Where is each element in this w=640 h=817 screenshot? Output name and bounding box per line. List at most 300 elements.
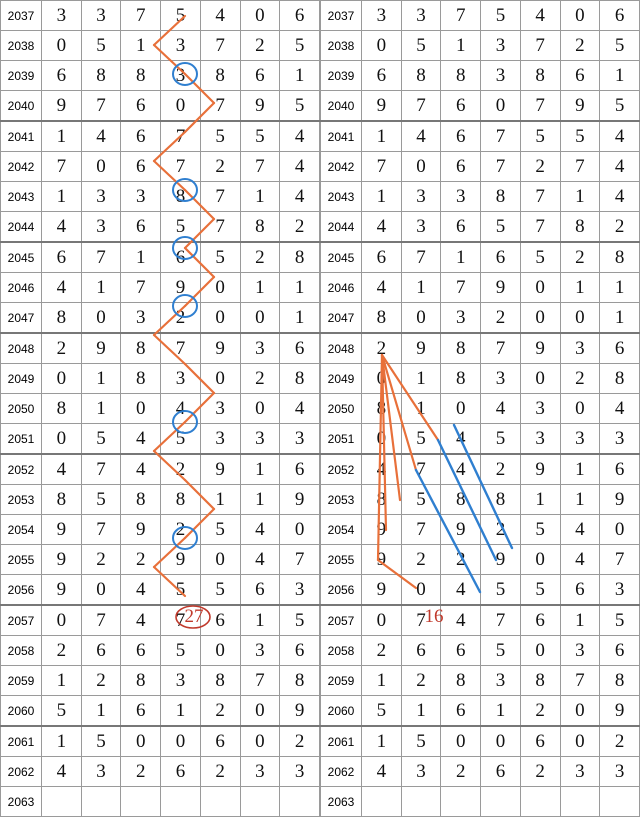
table-cell: 9 — [121, 515, 161, 545]
table-cell: 3 — [481, 666, 521, 696]
row-index: 2054 — [1, 515, 42, 545]
table-cell: 4 — [520, 1, 560, 31]
table-cell: 8 — [600, 364, 640, 394]
table-cell: 9 — [81, 333, 121, 364]
row-index: 2055 — [321, 545, 362, 575]
table-cell: 7 — [81, 605, 121, 636]
table-cell: 3 — [401, 757, 441, 787]
table-cell: 1 — [240, 605, 280, 636]
table-cell — [401, 787, 441, 817]
row-index: 2050 — [321, 394, 362, 424]
table-cell: 7 — [200, 91, 240, 122]
table-cell: 8 — [441, 333, 481, 364]
table-row — [1, 31, 320, 61]
table-cell: 6 — [42, 242, 82, 273]
table-cell: 5 — [481, 1, 521, 31]
table-cell: 1 — [121, 242, 161, 273]
table-cell: 6 — [121, 121, 161, 152]
table-cell: 4 — [441, 424, 481, 455]
table-cell: 9 — [161, 545, 201, 575]
table-row — [321, 91, 640, 122]
table-cell: 5 — [481, 212, 521, 243]
table-cell: 7 — [481, 121, 521, 152]
table-cell: 7 — [401, 454, 441, 485]
table-cell: 0 — [161, 91, 201, 122]
table-cell: 0 — [81, 152, 121, 182]
table-cell: 1 — [401, 364, 441, 394]
table-cell: 3 — [161, 31, 201, 61]
row-index: 2040 — [1, 91, 42, 122]
table-cell — [200, 787, 240, 817]
table-cell: 3 — [161, 666, 201, 696]
table-row — [1, 485, 320, 515]
table-cell: 9 — [600, 485, 640, 515]
table-cell: 1 — [600, 61, 640, 91]
table-cell: 5 — [481, 424, 521, 455]
table-cell: 3 — [560, 636, 600, 666]
row-index: 2043 — [1, 182, 42, 212]
table-cell: 0 — [240, 696, 280, 727]
table-row — [321, 485, 640, 515]
table-cell: 1 — [81, 696, 121, 727]
table-cell: 2 — [560, 242, 600, 273]
table-cell: 5 — [161, 575, 201, 606]
row-index: 2056 — [321, 575, 362, 606]
table-cell: 9 — [362, 575, 402, 606]
table-cell: 7 — [401, 242, 441, 273]
table-cell: 7 — [161, 121, 201, 152]
table-cell: 6 — [401, 636, 441, 666]
row-index: 2061 — [1, 726, 42, 757]
table-cell: 2 — [441, 757, 481, 787]
table-row — [321, 1, 640, 31]
table-row — [1, 242, 320, 273]
table-cell: 5 — [161, 212, 201, 243]
table-cell — [481, 787, 521, 817]
table-cell: 1 — [121, 31, 161, 61]
table-cell: 3 — [280, 575, 320, 606]
table-cell: 4 — [240, 515, 280, 545]
row-index: 2056 — [1, 575, 42, 606]
table-cell: 3 — [240, 757, 280, 787]
table-cell: 6 — [280, 636, 320, 666]
table-cell: 6 — [600, 454, 640, 485]
row-index: 2039 — [321, 61, 362, 91]
table-cell: 7 — [481, 333, 521, 364]
table-cell: 2 — [200, 696, 240, 727]
row-index: 2062 — [1, 757, 42, 787]
table-cell: 8 — [42, 485, 82, 515]
table-cell: 8 — [161, 182, 201, 212]
table-cell: 8 — [161, 485, 201, 515]
table-row — [1, 424, 320, 455]
table-cell: 0 — [560, 394, 600, 424]
row-index: 2062 — [321, 757, 362, 787]
table-cell: 3 — [401, 1, 441, 31]
table-cell: 6 — [481, 757, 521, 787]
table-cell: 7 — [520, 91, 560, 122]
table-row — [1, 182, 320, 212]
table-cell: 2 — [401, 666, 441, 696]
table-cell: 0 — [520, 545, 560, 575]
table-cell: 1 — [441, 242, 481, 273]
table-row — [321, 636, 640, 666]
table-cell: 5 — [520, 121, 560, 152]
table-cell: 4 — [121, 424, 161, 455]
table-row — [321, 575, 640, 606]
right-footer-sum: 16 — [424, 606, 444, 627]
table-cell: 0 — [362, 424, 402, 455]
table-cell: 0 — [42, 424, 82, 455]
table-cell — [280, 787, 320, 817]
row-index: 2058 — [1, 636, 42, 666]
table-cell: 6 — [121, 152, 161, 182]
table-cell: 0 — [200, 364, 240, 394]
table-cell: 1 — [42, 726, 82, 757]
row-index: 2045 — [1, 242, 42, 273]
table-cell: 0 — [560, 303, 600, 334]
table-cell: 6 — [161, 242, 201, 273]
table-cell: 2 — [240, 31, 280, 61]
table-row — [321, 333, 640, 364]
table-cell: 5 — [200, 242, 240, 273]
table-cell: 5 — [481, 575, 521, 606]
table-cell: 2 — [481, 454, 521, 485]
table-cell — [42, 787, 82, 817]
table-cell: 1 — [560, 485, 600, 515]
table-cell: 0 — [520, 636, 560, 666]
table-cell: 4 — [362, 273, 402, 303]
table-cell: 7 — [441, 1, 481, 31]
table-cell: 1 — [42, 182, 82, 212]
table-cell: 2 — [441, 545, 481, 575]
table-cell: 7 — [161, 152, 201, 182]
table-cell: 7 — [481, 152, 521, 182]
table-cell: 1 — [81, 273, 121, 303]
table-row — [321, 515, 640, 545]
table-cell: 4 — [81, 121, 121, 152]
table-cell: 3 — [121, 182, 161, 212]
table-cell: 4 — [441, 575, 481, 606]
table-cell: 9 — [362, 91, 402, 122]
table-cell: 0 — [121, 394, 161, 424]
table-cell: 7 — [481, 605, 521, 636]
table-cell: 6 — [441, 636, 481, 666]
table-cell: 6 — [121, 91, 161, 122]
table-cell: 3 — [481, 31, 521, 61]
table-cell: 3 — [560, 333, 600, 364]
table-cell: 7 — [560, 152, 600, 182]
table-cell — [520, 787, 560, 817]
table-cell: 6 — [362, 242, 402, 273]
table-cell: 5 — [520, 575, 560, 606]
table-row — [1, 757, 320, 787]
table-cell: 3 — [560, 757, 600, 787]
table-cell: 4 — [121, 454, 161, 485]
table-cell: 1 — [401, 394, 441, 424]
table-cell: 9 — [600, 696, 640, 727]
table-row — [321, 31, 640, 61]
table-cell: 5 — [520, 242, 560, 273]
table-cell: 6 — [441, 121, 481, 152]
table-cell: 1 — [42, 666, 82, 696]
table-row — [321, 757, 640, 787]
table-cell: 4 — [600, 152, 640, 182]
table-cell: 4 — [240, 545, 280, 575]
table-cell — [600, 787, 640, 817]
row-index: 2041 — [1, 121, 42, 152]
table-cell: 2 — [280, 212, 320, 243]
table-cell: 0 — [42, 605, 82, 636]
table-cell: 2 — [362, 333, 402, 364]
row-index: 2053 — [1, 485, 42, 515]
table-cell: 3 — [200, 394, 240, 424]
table-cell: 5 — [481, 636, 521, 666]
table-cell: 4 — [280, 121, 320, 152]
table-cell: 3 — [441, 303, 481, 334]
table-row — [1, 152, 320, 182]
table-row — [321, 424, 640, 455]
table-cell: 0 — [200, 303, 240, 334]
table-cell: 0 — [42, 31, 82, 61]
table-cell: 0 — [240, 726, 280, 757]
table-cell: 0 — [441, 394, 481, 424]
table-cell: 1 — [240, 485, 280, 515]
table-cell: 4 — [362, 757, 402, 787]
row-index: 2052 — [1, 454, 42, 485]
right-panel — [320, 0, 640, 809]
table-cell: 5 — [240, 121, 280, 152]
table-cell: 4 — [441, 605, 481, 636]
table-cell: 6 — [240, 61, 280, 91]
table-cell: 3 — [240, 424, 280, 455]
table-row — [321, 394, 640, 424]
table-cell: 3 — [600, 424, 640, 455]
table-cell: 0 — [520, 364, 560, 394]
table-cell: 8 — [42, 394, 82, 424]
table-cell: 2 — [520, 757, 560, 787]
row-index: 2060 — [1, 696, 42, 727]
table-cell: 7 — [280, 545, 320, 575]
table-cell: 3 — [362, 1, 402, 31]
table-cell: 1 — [42, 121, 82, 152]
table-cell: 8 — [362, 485, 402, 515]
table-cell: 3 — [240, 333, 280, 364]
table-row — [1, 787, 320, 817]
table-cell: 9 — [401, 333, 441, 364]
table-cell: 5 — [280, 91, 320, 122]
table-cell: 5 — [81, 31, 121, 61]
table-cell: 8 — [280, 666, 320, 696]
table-cell: 5 — [280, 605, 320, 636]
table-cell: 7 — [81, 515, 121, 545]
table-cell: 9 — [520, 454, 560, 485]
table-cell: 1 — [560, 605, 600, 636]
table-cell: 6 — [280, 454, 320, 485]
table-row — [1, 636, 320, 666]
table-cell: 8 — [280, 364, 320, 394]
table-cell: 0 — [600, 515, 640, 545]
table-cell: 3 — [280, 757, 320, 787]
table-cell: 4 — [42, 454, 82, 485]
table-cell: 0 — [81, 303, 121, 334]
table-cell: 1 — [481, 696, 521, 727]
table-cell — [121, 787, 161, 817]
table-cell: 3 — [481, 364, 521, 394]
row-index: 2038 — [1, 31, 42, 61]
table-cell: 4 — [441, 454, 481, 485]
row-index: 2037 — [1, 1, 42, 31]
table-cell: 3 — [520, 394, 560, 424]
row-index: 2050 — [1, 394, 42, 424]
table-cell: 6 — [161, 757, 201, 787]
table-cell: 0 — [362, 605, 402, 636]
table-cell: 4 — [200, 1, 240, 31]
table-cell: 5 — [362, 696, 402, 727]
row-index: 2048 — [321, 333, 362, 364]
table-cell: 1 — [560, 182, 600, 212]
table-cell: 0 — [481, 91, 521, 122]
table-cell: 6 — [441, 152, 481, 182]
table-cell: 5 — [200, 515, 240, 545]
table-cell: 1 — [401, 696, 441, 727]
table-row — [1, 454, 320, 485]
table-cell: 7 — [240, 666, 280, 696]
table-row — [1, 212, 320, 243]
row-index: 2063 — [1, 787, 42, 817]
table-cell: 9 — [362, 545, 402, 575]
table-cell: 7 — [520, 212, 560, 243]
table-cell: 2 — [520, 152, 560, 182]
table-row — [321, 364, 640, 394]
table-row — [321, 212, 640, 243]
table-cell — [560, 787, 600, 817]
table-cell: 9 — [161, 273, 201, 303]
table-cell: 7 — [401, 91, 441, 122]
table-cell: 4 — [600, 394, 640, 424]
table-cell: 0 — [280, 515, 320, 545]
table-cell: 7 — [81, 91, 121, 122]
table-row — [1, 605, 320, 636]
table-cell: 9 — [280, 696, 320, 727]
table-row — [321, 726, 640, 757]
table-cell: 8 — [200, 666, 240, 696]
table-cell: 1 — [600, 273, 640, 303]
table-cell: 2 — [240, 242, 280, 273]
table-cell: 3 — [121, 303, 161, 334]
row-index: 2057 — [321, 605, 362, 636]
table-cell: 0 — [560, 696, 600, 727]
table-cell: 8 — [441, 666, 481, 696]
table-cell: 7 — [600, 545, 640, 575]
table-cell: 7 — [362, 152, 402, 182]
table-cell: 2 — [42, 333, 82, 364]
row-index: 2045 — [321, 242, 362, 273]
table-cell: 4 — [42, 757, 82, 787]
table-cell: 3 — [42, 1, 82, 31]
table-row — [321, 545, 640, 575]
table-cell: 6 — [600, 1, 640, 31]
table-cell: 8 — [240, 212, 280, 243]
table-cell: 5 — [42, 696, 82, 727]
table-cell: 8 — [441, 364, 481, 394]
table-cell: 5 — [600, 91, 640, 122]
table-cell: 8 — [81, 61, 121, 91]
table-cell: 4 — [401, 121, 441, 152]
table-cell: 9 — [280, 485, 320, 515]
table-cell: 6 — [121, 212, 161, 243]
table-cell: 1 — [401, 273, 441, 303]
table-cell: 8 — [42, 303, 82, 334]
table-cell: 2 — [600, 726, 640, 757]
table-cell: 1 — [280, 303, 320, 334]
table-cell: 3 — [240, 636, 280, 666]
table-cell: 6 — [441, 91, 481, 122]
row-index: 2046 — [321, 273, 362, 303]
table-row — [321, 787, 640, 817]
table-cell: 8 — [520, 61, 560, 91]
row-index: 2040 — [321, 91, 362, 122]
table-cell: 4 — [600, 121, 640, 152]
table-cell: 1 — [240, 182, 280, 212]
table-cell: 6 — [560, 575, 600, 606]
table-cell: 7 — [401, 515, 441, 545]
table-cell: 4 — [362, 454, 402, 485]
table-row — [1, 394, 320, 424]
table-cell: 1 — [81, 394, 121, 424]
table-cell: 3 — [560, 424, 600, 455]
table-cell: 7 — [200, 212, 240, 243]
table-cell — [161, 787, 201, 817]
table-cell: 1 — [161, 696, 201, 727]
table-row — [321, 666, 640, 696]
table-row — [321, 61, 640, 91]
table-cell: 0 — [42, 364, 82, 394]
table-row — [1, 91, 320, 122]
table-cell: 2 — [520, 696, 560, 727]
table-cell: 1 — [81, 364, 121, 394]
row-index: 2052 — [321, 454, 362, 485]
table-cell: 0 — [560, 726, 600, 757]
table-cell: 3 — [81, 182, 121, 212]
table-cell: 0 — [401, 303, 441, 334]
table-cell: 8 — [121, 333, 161, 364]
table-cell: 7 — [441, 273, 481, 303]
table-cell: 0 — [81, 575, 121, 606]
table-cell: 0 — [200, 273, 240, 303]
table-row — [1, 575, 320, 606]
table-cell: 6 — [200, 726, 240, 757]
table-cell: 0 — [520, 273, 560, 303]
table-cell: 8 — [280, 242, 320, 273]
table-cell: 2 — [81, 666, 121, 696]
table-cell — [441, 787, 481, 817]
row-index: 2037 — [321, 1, 362, 31]
table-cell: 1 — [362, 726, 402, 757]
table-cell: 7 — [81, 454, 121, 485]
table-cell: 9 — [520, 333, 560, 364]
row-index: 2059 — [1, 666, 42, 696]
table-cell: 6 — [441, 212, 481, 243]
table-cell: 5 — [520, 515, 560, 545]
table-row — [321, 242, 640, 273]
table-cell: 0 — [560, 1, 600, 31]
table-cell: 7 — [121, 273, 161, 303]
table-cell: 6 — [240, 575, 280, 606]
table-cell: 5 — [161, 1, 201, 31]
table-cell: 2 — [560, 364, 600, 394]
table-cell: 3 — [81, 212, 121, 243]
